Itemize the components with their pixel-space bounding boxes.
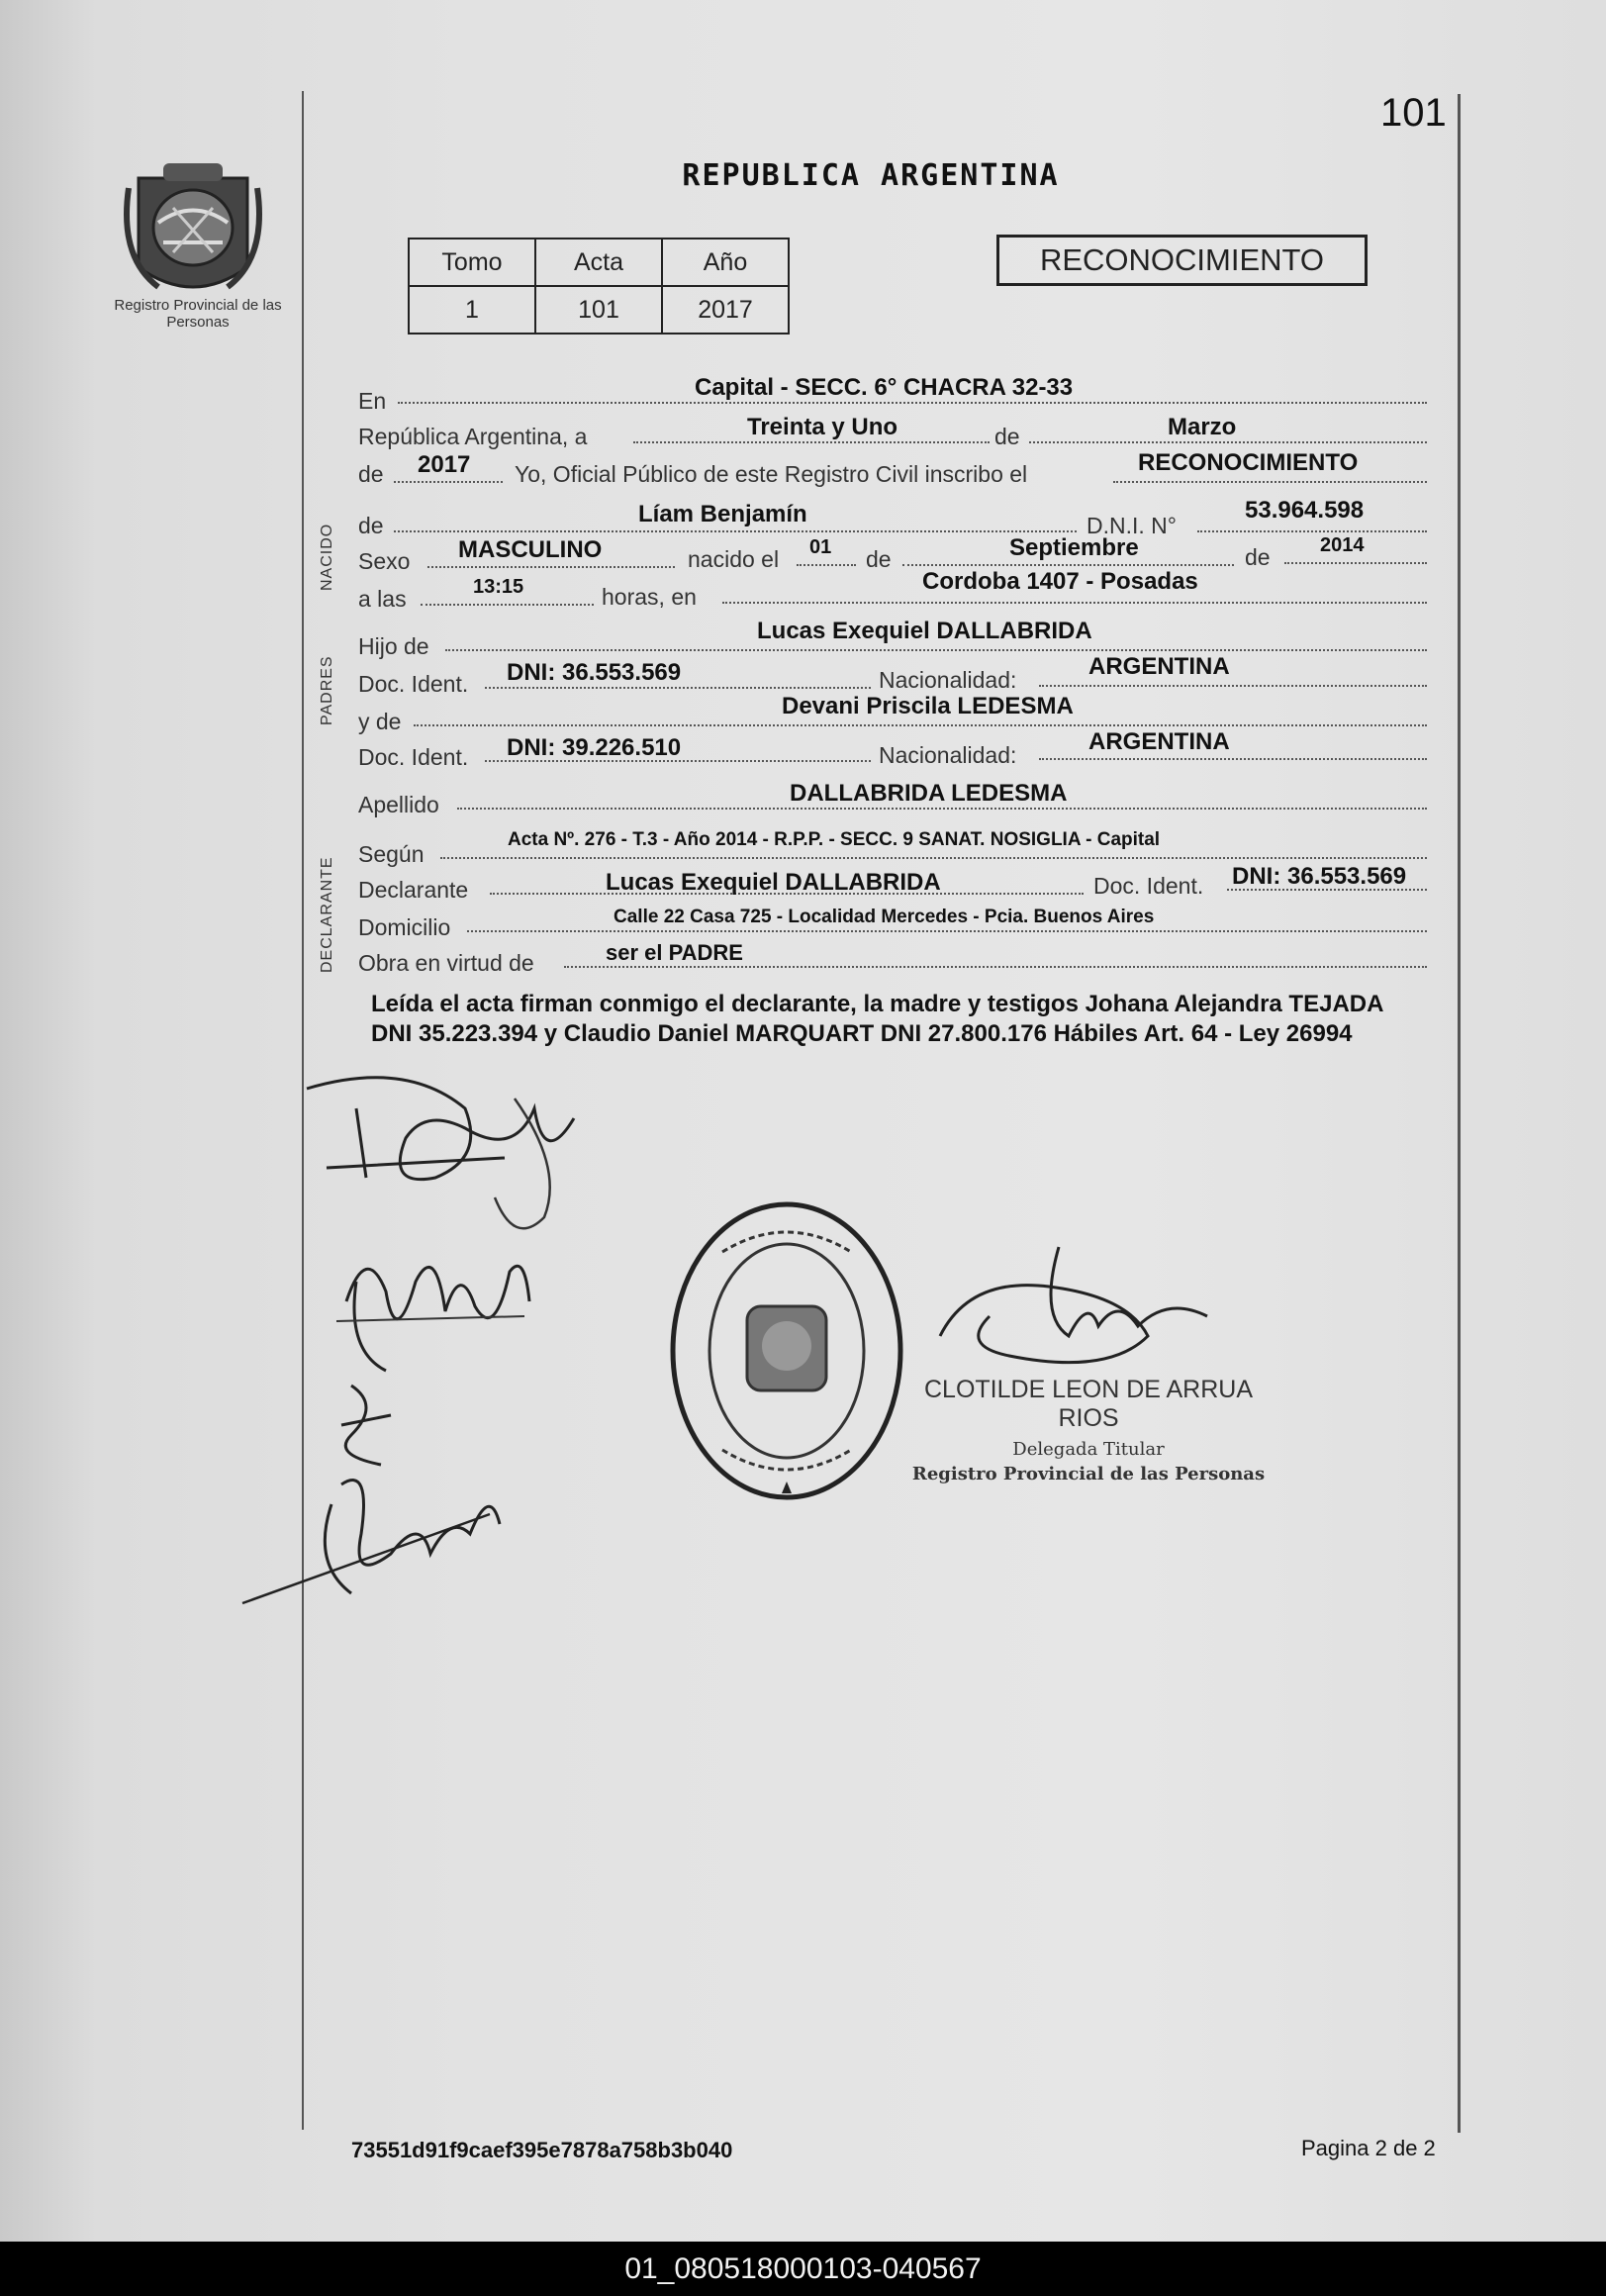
hijo-de-label: Hijo de xyxy=(358,633,429,659)
declarante-label: Declarante xyxy=(358,877,469,903)
horas-en-label: horas, en xyxy=(602,584,697,610)
nacimiento-lugar-value: Cordoba 1407 - Posadas xyxy=(922,568,1198,595)
domicilio-value: Calle 22 Casa 725 - Localidad Mercedes - Pcia. Buenos Aires xyxy=(614,907,1155,927)
closing-statement: Leída el acta firman conmigo el declarante, la madre y testigos Johana Alejandra TEJADA DNI 35.223.394 y Claudio Daniel MARQUART DNI 27.800.176 Hábiles Art. 64 - Ley 26994 xyxy=(371,991,1383,1047)
dotted-line xyxy=(394,481,503,483)
ref-header-tomo: Tomo xyxy=(409,239,535,286)
section-label-padres: PADRES xyxy=(319,655,335,725)
segun-label: Según xyxy=(358,841,425,867)
registry-label: Registro Provincial de las Personas xyxy=(114,297,282,331)
declarante-value: Lucas Exequiel DALLABRIDA xyxy=(606,869,941,896)
lugar-value: Capital - SECC. 6° CHACRA 32-33 xyxy=(695,374,1074,401)
official-seal-icon xyxy=(663,1193,910,1509)
dia-value: Treinta y Uno xyxy=(747,414,898,440)
nacido-de-label-3: de xyxy=(1245,544,1271,570)
anio-value: 2017 xyxy=(418,451,471,478)
document-title: REPUBLICA ARGENTINA xyxy=(682,158,1060,193)
dotted-line xyxy=(467,930,1427,932)
ref-value-acta: 101 xyxy=(535,286,662,334)
dotted-line xyxy=(633,441,990,443)
dotted-line xyxy=(485,687,871,689)
dotted-line xyxy=(1284,562,1427,564)
dotted-line xyxy=(1039,685,1427,687)
madre-nac-value: ARGENTINA xyxy=(1088,728,1230,755)
section-label-declarante: DECLARANTE xyxy=(319,856,335,973)
padre-doc-label: Doc. Ident. xyxy=(358,671,469,697)
pagination: Pagina 2 de 2 xyxy=(1301,2136,1436,2160)
nacido-de-label-2: de xyxy=(866,546,892,572)
ref-header-anio: Año xyxy=(662,239,789,286)
madre-doc-value: DNI: 39.226.510 xyxy=(507,734,682,761)
dotted-line xyxy=(398,402,1427,404)
inscribe-value: RECONOCIMIENTO xyxy=(1138,449,1359,476)
nacido-dia-value: 01 xyxy=(809,536,832,558)
nacido-de-label: de xyxy=(358,513,384,538)
dotted-line xyxy=(457,808,1427,810)
dotted-line xyxy=(722,602,1427,604)
section-label-nacido: NACIDO xyxy=(319,523,335,591)
inscribe-label: Yo, Oficial Público de este Registro Civil inscribo el xyxy=(515,461,1028,487)
padre-value: Lucas Exequiel DALLABRIDA xyxy=(757,618,1092,644)
hora-label: a las xyxy=(358,586,407,612)
dotted-line xyxy=(421,604,594,606)
official-signature xyxy=(930,1237,1227,1395)
padre-doc-value: DNI: 36.553.569 xyxy=(507,659,682,686)
dotted-line xyxy=(1029,441,1427,443)
dotted-line xyxy=(427,566,675,568)
dotted-line xyxy=(1039,758,1427,760)
mes-value: Marzo xyxy=(1168,414,1237,440)
footer-id: 01_080518000103-040567 xyxy=(624,2252,982,2285)
fecha-de-label: de xyxy=(994,424,1020,449)
ref-value-anio: 2017 xyxy=(662,286,789,334)
ref-header-acta: Acta xyxy=(535,239,662,286)
official-role: Delegada Titular xyxy=(1012,1439,1165,1460)
dni-label: D.N.I. N° xyxy=(1086,513,1177,538)
padre-nac-value: ARGENTINA xyxy=(1088,653,1230,680)
document-hash: 73551d91f9caef395e7878a758b3b040 xyxy=(351,2138,733,2162)
obra-value: ser el PADRE xyxy=(606,940,743,965)
dotted-line xyxy=(797,564,856,566)
witnesses-signatures xyxy=(233,1366,529,1623)
anio-label: de xyxy=(358,461,384,487)
lugar-label: En xyxy=(358,388,387,414)
page-number: 101 xyxy=(1380,91,1447,135)
reference-table xyxy=(408,238,790,335)
dni-value: 53.964.598 xyxy=(1245,497,1365,524)
dotted-line xyxy=(1197,530,1427,532)
declarante-doc-value: DNI: 36.553.569 xyxy=(1232,863,1407,890)
dotted-line xyxy=(564,966,1427,968)
apellido-value: DALLABRIDA LEDESMA xyxy=(790,780,1068,807)
y-de-label: y de xyxy=(358,709,402,734)
dotted-line xyxy=(1113,481,1427,483)
ref-value-tomo: 1 xyxy=(409,286,535,334)
nombre-value: Líam Benjamín xyxy=(638,501,807,527)
nacido-mes-value: Septiembre xyxy=(1009,534,1139,561)
declarant-signature xyxy=(287,1049,604,1247)
dotted-line xyxy=(414,724,1427,726)
dotted-line xyxy=(445,649,1427,651)
declarante-doc-label: Doc. Ident. xyxy=(1093,873,1204,899)
nacido-el-label: nacido el xyxy=(688,546,780,572)
fecha-label: República Argentina, a xyxy=(358,424,588,449)
right-margin-line xyxy=(1458,94,1461,2133)
official-block xyxy=(910,1376,1267,1484)
madre-doc-label: Doc. Ident. xyxy=(358,744,469,770)
madre-value: Devani Priscila LEDESMA xyxy=(782,693,1074,719)
official-name: CLOTILDE LEON DE ARRUA RIOS xyxy=(923,1376,1254,1432)
hora-value: 13:15 xyxy=(473,576,524,598)
dotted-line xyxy=(394,530,1077,532)
madre-nac-label: Nacionalidad: xyxy=(879,742,1017,768)
act-type-box: RECONOCIMIENTO xyxy=(996,235,1368,286)
domicilio-label: Domicilio xyxy=(358,914,451,940)
dotted-line xyxy=(440,857,1427,859)
dotted-line xyxy=(902,564,1234,566)
nacido-anio-value: 2014 xyxy=(1320,534,1365,556)
obra-label: Obra en virtud de xyxy=(358,950,534,976)
official-organization: Registro Provincial de las Personas xyxy=(911,1464,1266,1484)
segun-value: Acta Nº. 276 - T.3 - Año 2014 - R.P.P. - SECC. 9 SANAT. NOSIGLIA - Capital xyxy=(508,829,1161,850)
apellido-label: Apellido xyxy=(358,792,439,817)
padre-nac-label: Nacionalidad: xyxy=(879,667,1017,693)
sexo-label: Sexo xyxy=(358,548,411,574)
sexo-value: MASCULINO xyxy=(458,536,603,563)
